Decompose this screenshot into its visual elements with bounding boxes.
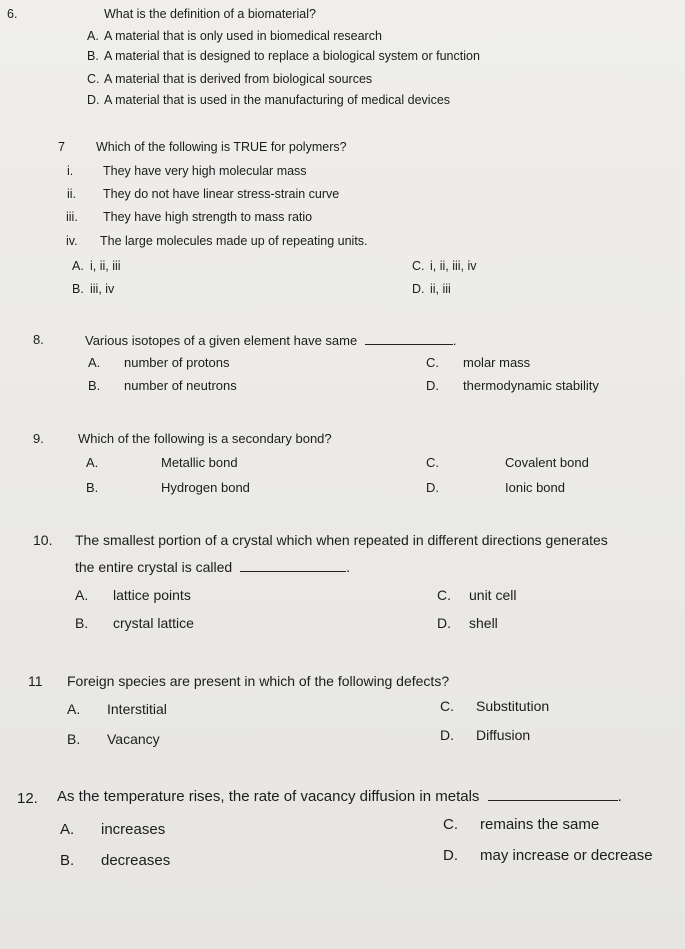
question-10-number: 10. xyxy=(33,532,53,548)
q11-option-b-text: Vacancy xyxy=(107,731,160,747)
q12-option-b-letter: B. xyxy=(60,852,75,869)
question-8-number: 8. xyxy=(33,332,44,347)
q9-option-d-text: Ionic bond xyxy=(505,480,565,495)
question-9-stem: Which of the following is a secondary bond? xyxy=(78,431,332,446)
q8-option-a-letter: A. xyxy=(88,355,101,370)
q9-option-b-text: Hydrogen bond xyxy=(161,480,250,495)
q7-statement-1-num: i. xyxy=(67,164,74,178)
q9-option-c-text: Covalent bond xyxy=(505,455,589,470)
q6-option-c-text: A material that is derived from biological sources xyxy=(104,72,373,86)
q7-option-c-text: i, ii, iii, iv xyxy=(430,259,477,273)
q7-statement-4-text: The large molecules made up of repeating units. xyxy=(100,234,368,248)
q6-option-a-text: A material that is only used in biomedical research xyxy=(104,29,382,43)
q11-option-d-text: Diffusion xyxy=(476,727,531,743)
q8-option-b-text: number of neutrons xyxy=(124,378,237,393)
q8-option-d-letter: D. xyxy=(426,378,439,393)
q9-option-c-letter: C. xyxy=(426,455,439,470)
q11-option-a-letter: A. xyxy=(67,701,81,717)
question-9-number: 9. xyxy=(33,431,44,446)
question-11-stem: Foreign species are present in which of the following defects? xyxy=(67,673,450,689)
q9-option-a-letter: A. xyxy=(86,455,99,470)
question-6-stem: What is the definition of a biomaterial? xyxy=(104,7,316,21)
question-10-stem: The smallest portion of a crystal which when repeated in different directions generates xyxy=(75,532,608,548)
question-11-number: 11 xyxy=(28,673,43,689)
question-7-stem: Which of the following is TRUE for polymers? xyxy=(96,140,347,154)
q10-option-b-letter: B. xyxy=(75,615,89,631)
q10-option-c-text: unit cell xyxy=(469,587,517,603)
q8-option-b-letter: B. xyxy=(88,378,101,393)
q7-statement-4-num: iv. xyxy=(66,234,78,248)
q10-option-d-letter: D. xyxy=(437,615,451,631)
answer-blank xyxy=(240,560,346,572)
q7-option-a-letter: A. xyxy=(72,259,84,273)
q11-option-a-text: Interstitial xyxy=(107,701,167,717)
q11-option-c-text: Substitution xyxy=(476,698,550,714)
q12-option-c-text: remains the same xyxy=(480,816,600,833)
q11-option-c-letter: C. xyxy=(440,698,454,714)
q10-option-d-text: shell xyxy=(469,615,498,631)
q6-option-a-letter: A. xyxy=(87,29,99,43)
q7-option-c-letter: C. xyxy=(412,259,425,273)
q8-option-c-letter: C. xyxy=(426,355,439,370)
question-6-number: 6. xyxy=(7,7,18,21)
question-8-end: . xyxy=(452,333,457,348)
q12-option-d-letter: D. xyxy=(443,847,458,864)
q7-option-b-letter: B. xyxy=(72,282,84,296)
q7-option-b-text: iii, iv xyxy=(90,282,115,296)
q7-option-d-letter: D. xyxy=(412,282,425,296)
question-10-stem-line2-text: the entire crystal is called xyxy=(75,559,233,575)
q10-option-a-text: lattice points xyxy=(113,587,191,603)
q9-option-a-text: Metallic bond xyxy=(161,455,238,470)
q8-option-a-text: number of protons xyxy=(124,355,230,370)
q11-option-b-letter: B. xyxy=(67,731,81,747)
q8-option-c-text: molar mass xyxy=(463,355,531,370)
q10-option-a-letter: A. xyxy=(75,587,89,603)
q9-option-b-letter: B. xyxy=(86,480,99,495)
q7-statement-2-text: They do not have linear stress-strain curve xyxy=(103,187,340,201)
q7-statement-3-num: iii. xyxy=(66,210,78,224)
q9-option-d-letter: D. xyxy=(426,480,439,495)
question-8-stem xyxy=(85,333,456,347)
q12-option-a-text: increases xyxy=(101,821,166,838)
question-10-end: . xyxy=(346,559,350,575)
question-7-number: 7 xyxy=(58,140,65,154)
q10-option-b-text: crystal lattice xyxy=(113,615,194,631)
q7-statement-2-num: ii. xyxy=(67,187,77,201)
q6-option-b-letter: B. xyxy=(87,49,99,63)
answer-blank xyxy=(365,333,453,345)
q7-option-a-text: i, ii, iii xyxy=(90,259,121,273)
q6-option-c-letter: C. xyxy=(87,72,100,86)
question-12-stem-text: As the temperature rises, the rate of vacancy diffusion in metals xyxy=(57,788,480,805)
question-10-stem-line2 xyxy=(75,560,350,574)
q7-statement-1-text: They have very high molecular mass xyxy=(103,164,307,178)
q6-option-d-text: A material that is used in the manufacturing of medical devices xyxy=(104,93,451,107)
q12-option-b-text: decreases xyxy=(101,852,171,869)
question-8-stem-text: Various isotopes of a given element have same xyxy=(85,333,358,348)
question-12-number: 12. xyxy=(17,790,38,807)
q7-statement-3-text: They have high strength to mass ratio xyxy=(103,210,313,224)
question-12-end: . xyxy=(617,788,622,805)
q7-option-d-text: ii, iii xyxy=(430,282,451,296)
question-12-stem xyxy=(57,789,622,804)
q12-option-c-letter: C. xyxy=(443,816,458,833)
q8-option-d-text: thermodynamic stability xyxy=(463,378,599,393)
q12-option-d-text: may increase or decrease xyxy=(480,847,653,864)
q6-option-b-text: A material that is designed to replace a biological system or function xyxy=(104,49,480,63)
q6-option-d-letter: D. xyxy=(87,93,100,107)
q12-option-a-letter: A. xyxy=(60,821,75,838)
q11-option-d-letter: D. xyxy=(440,727,454,743)
q10-option-c-letter: C. xyxy=(437,587,451,603)
answer-blank xyxy=(488,789,618,801)
